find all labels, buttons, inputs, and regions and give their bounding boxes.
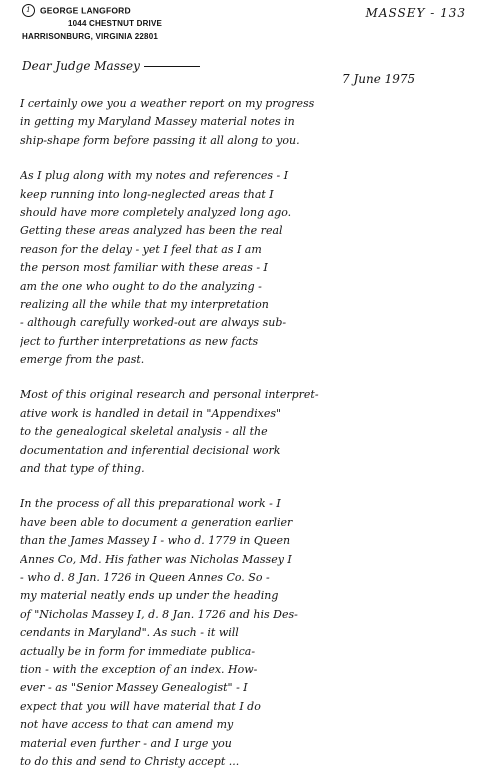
letterhead-name-row bbox=[22, 4, 262, 17]
handwritten-line: - although carefully worked-out are always sub- bbox=[20, 316, 287, 330]
salutation-text: Dear Judge Massey bbox=[22, 59, 140, 73]
handwritten-line: reason for the delay - yet I feel that as I am bbox=[20, 242, 262, 256]
handwritten-line: cendants in Maryland". As such - it will bbox=[20, 626, 239, 640]
letterhead bbox=[22, 4, 262, 43]
handwritten-line: realizing all the while that my interpretation bbox=[20, 297, 269, 311]
letterhead-name: GEORGE LANGFORD bbox=[40, 5, 131, 16]
letterhead-street: 1044 CHESTNUT DRIVE bbox=[68, 19, 163, 29]
handwritten-line: should have more completely analyzed long ago. bbox=[20, 205, 292, 219]
salutation-rule bbox=[144, 66, 200, 67]
handwritten-line: ship-shape form before passing it all along to you. bbox=[20, 133, 300, 147]
handwritten-line: documentation and inferential decisional work bbox=[20, 443, 281, 457]
salutation bbox=[22, 59, 200, 73]
handwritten-line: expect that you will have material that I do bbox=[20, 699, 261, 713]
handwritten-line: ever - as "Senior Massey Genealogist" - I bbox=[20, 681, 248, 695]
handwritten-line: tion - with the exception of an index. How- bbox=[20, 662, 258, 676]
handwritten-line: Most of this original research and personal interpret- bbox=[20, 388, 319, 402]
handwritten-line: ject to further interpretations as new facts bbox=[20, 334, 259, 348]
handwritten-line: actually be in form for immediate publica- bbox=[20, 644, 256, 658]
handwritten-line: I certainly owe you a weather report on my progress bbox=[20, 97, 315, 110]
handwritten-line: to the genealogical skeletal analysis - all the bbox=[20, 425, 268, 439]
handwritten-line: my material neatly ends up under the heading bbox=[20, 589, 279, 603]
handwritten-line: Annes Co, Md. His father was Nicholas Massey I bbox=[20, 552, 292, 566]
body-paragraph bbox=[20, 495, 468, 771]
handwritten-line: emerge from the past. bbox=[20, 353, 145, 367]
handwritten-line: As I plug along with my notes and references - I bbox=[20, 169, 289, 183]
handwritten-line: am the one who ought to do the analyzing - bbox=[20, 279, 262, 293]
handwritten-line: have been able to document a generation earlier bbox=[20, 515, 293, 529]
handwritten-line: and that type of thing. bbox=[20, 462, 145, 476]
body-paragraph bbox=[20, 95, 468, 150]
handwritten-line: not have access to that can amend my bbox=[20, 718, 234, 732]
letterhead-city: HARRISONBURG, VIRGINIA 22801 bbox=[22, 32, 158, 42]
document-reference: MASSEY - 133 bbox=[365, 6, 466, 20]
handwritten-line: in getting my Maryland Massey material notes in bbox=[20, 115, 295, 129]
handwritten-line: than the James Massey I - who d. 1779 in Queen bbox=[20, 534, 291, 548]
page-number-circle: 1 bbox=[22, 4, 35, 17]
handwritten-line: material even further - and I urge you bbox=[20, 736, 232, 750]
handwritten-line: keep running into long-neglected areas that I bbox=[20, 187, 274, 201]
handwritten-line: - who d. 8 Jan. 1726 in Queen Annes Co. So - bbox=[20, 570, 270, 584]
handwritten-line: ative work is handled in detail in "Appendixes" bbox=[20, 406, 282, 420]
letter-date: 7 June 1975 bbox=[342, 72, 416, 86]
handwritten-line: In the process of all this preparational work - I bbox=[20, 497, 281, 511]
body-paragraph bbox=[20, 167, 468, 369]
letter-body bbox=[20, 95, 468, 771]
handwritten-line: to do this and send to Christy accept ... bbox=[20, 754, 240, 768]
handwritten-line: of "Nicholas Massey I, d. 8 Jan. 1726 and his Des- bbox=[20, 607, 298, 621]
body-paragraph bbox=[20, 386, 468, 478]
handwritten-line: the person most familiar with these areas - I bbox=[20, 261, 268, 275]
handwritten-line: Getting these areas analyzed has been the real bbox=[20, 224, 283, 238]
